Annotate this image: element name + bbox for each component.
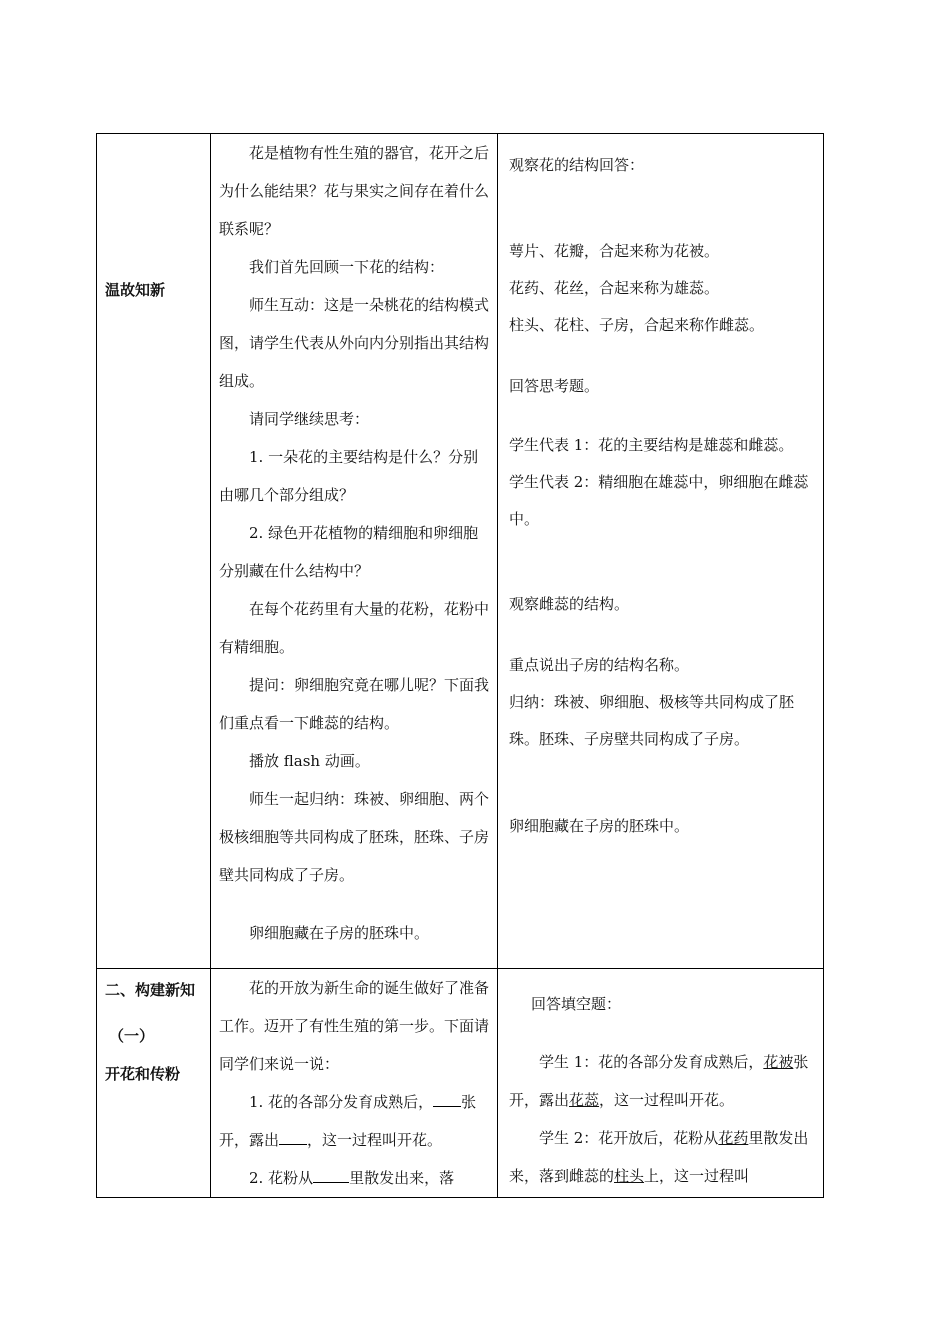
student-line: 回答思考题。 <box>509 377 600 395</box>
answer-text: 学生 2：花开放后，花粉从 <box>539 1129 719 1147</box>
teacher-paragraph: 花的开放为新生命的诞生做好了准备工作。迈开了有性生殖的第一步。下面请同学们来说一说： <box>219 979 490 1073</box>
teacher-paragraph: 1. 一朵花的主要结构是什么？分别由哪几个部分组成？ <box>219 448 479 504</box>
answer-text: 里散发出来，落到雌蕊的 <box>509 1129 809 1185</box>
teacher-paragraph: 在每个花药里有大量的花粉，花粉中有精细胞。 <box>219 600 490 656</box>
student-line: 学生代表 1：花的主要结构是雄蕊和雌蕊。 <box>509 436 794 454</box>
student-line: 观察花的结构回答： <box>509 156 645 174</box>
student-activity-cell <box>498 969 824 1198</box>
question-text: ，这一过程叫开花。 <box>307 1131 443 1149</box>
teacher-paragraph: 花是植物有性生殖的器官，花开之后为什么能结果？花与果实之间存在着什么联系呢？ <box>219 144 490 238</box>
teacher-paragraph: 播放 flash 动画。 <box>249 752 370 770</box>
answer-blank <box>313 1182 349 1183</box>
answer-text: 学生 1：花的各部分发育成熟后， <box>539 1053 764 1071</box>
filled-answer: 花药 <box>718 1129 749 1147</box>
student-line: 回答填空题： <box>531 995 622 1013</box>
question-text: 1. 花的各部分发育成熟后， <box>249 1093 434 1111</box>
section-title: 温故知新 <box>105 281 166 299</box>
fill-question <box>219 1083 489 1159</box>
student-answer <box>509 1043 813 1119</box>
student-line: 萼片、花瓣，合起来称为花被。 <box>509 242 720 260</box>
student-line: 重点说出子房的结构名称。 <box>509 656 690 674</box>
teacher-paragraph: 我们首先回顾一下花的结构： <box>249 258 445 276</box>
teacher-activity-cell <box>211 969 498 1198</box>
fill-question <box>219 1159 489 1197</box>
question-text: 张开，露出 <box>219 1093 477 1149</box>
filled-answer: 花被 <box>763 1053 794 1071</box>
section-cell <box>97 134 211 969</box>
table-row <box>97 969 824 1198</box>
student-line: 花药、花丝，合起来称为雄蕊。 <box>509 279 720 297</box>
answer-text: 张开，露出 <box>509 1053 809 1109</box>
answer-blank <box>433 1106 461 1107</box>
student-answer <box>509 1119 813 1195</box>
teacher-paragraph: 2. 绿色开花植物的精细胞和卵细胞分别藏在什么结构中？ <box>219 524 479 580</box>
student-line: 学生代表 2：精细胞在雄蕊中，卵细胞在雌蕊中。 <box>509 473 809 528</box>
teacher-paragraph: 提问：卵细胞究竟在哪儿呢？下面我们重点看一下雌蕊的结构。 <box>219 676 490 732</box>
teacher-paragraph: 师生一起归纳：珠被、卵细胞、两个极核细胞等共同构成了胚珠，胚珠、子房壁共同构成了子房。 <box>219 790 490 884</box>
section-title: 二、构建新知 <box>105 981 196 999</box>
filled-answer: 花蕊 <box>569 1091 600 1109</box>
answer-blank <box>279 1144 307 1145</box>
filled-answer: 柱头 <box>614 1167 645 1185</box>
student-line: 归纳：珠被、卵细胞、极核等共同构成了胚珠。胚珠、子房壁共同构成了子房。 <box>509 693 795 748</box>
teacher-paragraph: 师生互动：这是一朵桃花的结构模式图，请学生代表从外向内分别指出其结构组成。 <box>219 296 490 390</box>
teacher-paragraph: 卵细胞藏在子房的胚珠中。 <box>249 924 430 942</box>
teacher-activity-cell <box>211 134 498 969</box>
answer-text: 上，这一过程叫 <box>644 1167 750 1185</box>
student-line: 柱头、花柱、子房，合起来称作雌蕊。 <box>509 316 765 334</box>
section-subtitle: 开花和传粉 <box>105 1065 181 1083</box>
answer-text: ，这一过程叫开花。 <box>599 1091 735 1109</box>
teacher-paragraph: 请同学继续思考： <box>249 410 370 428</box>
table-row <box>97 134 824 969</box>
section-cell <box>97 969 211 1198</box>
student-activity-cell <box>498 134 824 969</box>
student-line: 观察雌蕊的结构。 <box>509 595 630 613</box>
question-text: 2. 花粉从 <box>249 1169 314 1187</box>
section-subtitle: （一） <box>109 1027 155 1045</box>
lesson-table <box>96 133 824 1198</box>
question-text: 里散发出来，落 <box>349 1169 455 1187</box>
student-line: 卵细胞藏在子房的胚珠中。 <box>509 817 690 835</box>
